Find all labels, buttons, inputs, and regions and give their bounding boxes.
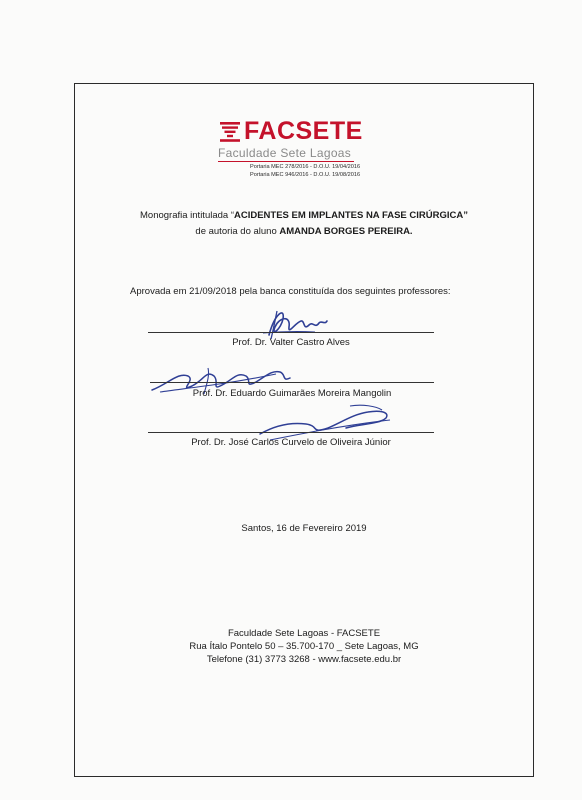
examiner-1-name: Prof. Dr. Valter Castro Alves xyxy=(232,337,350,348)
footer-address: Rua Ítalo Pontelo 50 – 35.700-170 _ Sete Lagoas, MG xyxy=(189,641,419,652)
portaria-line-2: Portaria MEC 946/2016 - D.O.U. 19/08/2016 xyxy=(250,172,361,178)
portaria-line-1: Portaria MEC 278/2016 - D.O.U. 19/04/2016 xyxy=(250,164,361,170)
monograph-prefix: Monografia intitulada “ xyxy=(140,210,234,221)
facsete-logo-mark-icon xyxy=(220,122,240,142)
signature-line-3 xyxy=(148,432,434,433)
footer-institution: Faculdade Sete Lagoas - FACSETE xyxy=(227,628,381,639)
footer-contact: Telefone (31) 3773 3268 - www.facsete.edu.br xyxy=(206,654,402,665)
monograph-title: ACIDENTES EM IMPLANTES NA FASE CIRÚRGICA” xyxy=(234,210,468,221)
signature-line-2 xyxy=(150,382,434,383)
logo-brand-name: FACSETE xyxy=(244,117,363,145)
author-name: AMANDA BORGES PEREIRA. xyxy=(279,226,413,237)
examiner-3-name: Prof. Dr. José Carlos Curvelo de Oliveira Júnior xyxy=(191,437,391,448)
monograph-author-line xyxy=(74,226,534,238)
monograph-title-line xyxy=(74,210,534,222)
signature-line-1 xyxy=(148,332,434,333)
place-and-date: Santos, 16 de Fevereiro 2019 xyxy=(241,523,367,534)
examiner-2-name: Prof. Dr. Eduardo Guimarães Moreira Mangolin xyxy=(192,388,392,399)
logo-divider xyxy=(218,161,354,162)
author-prefix: de autoria do aluno xyxy=(195,226,280,237)
logo-subtitle: Faculdade Sete Lagoas xyxy=(218,146,352,160)
facsete-logo xyxy=(216,116,366,186)
approval-statement: Aprovada em 21/09/2018 pela banca constituída dos seguintes professores: xyxy=(130,286,451,297)
